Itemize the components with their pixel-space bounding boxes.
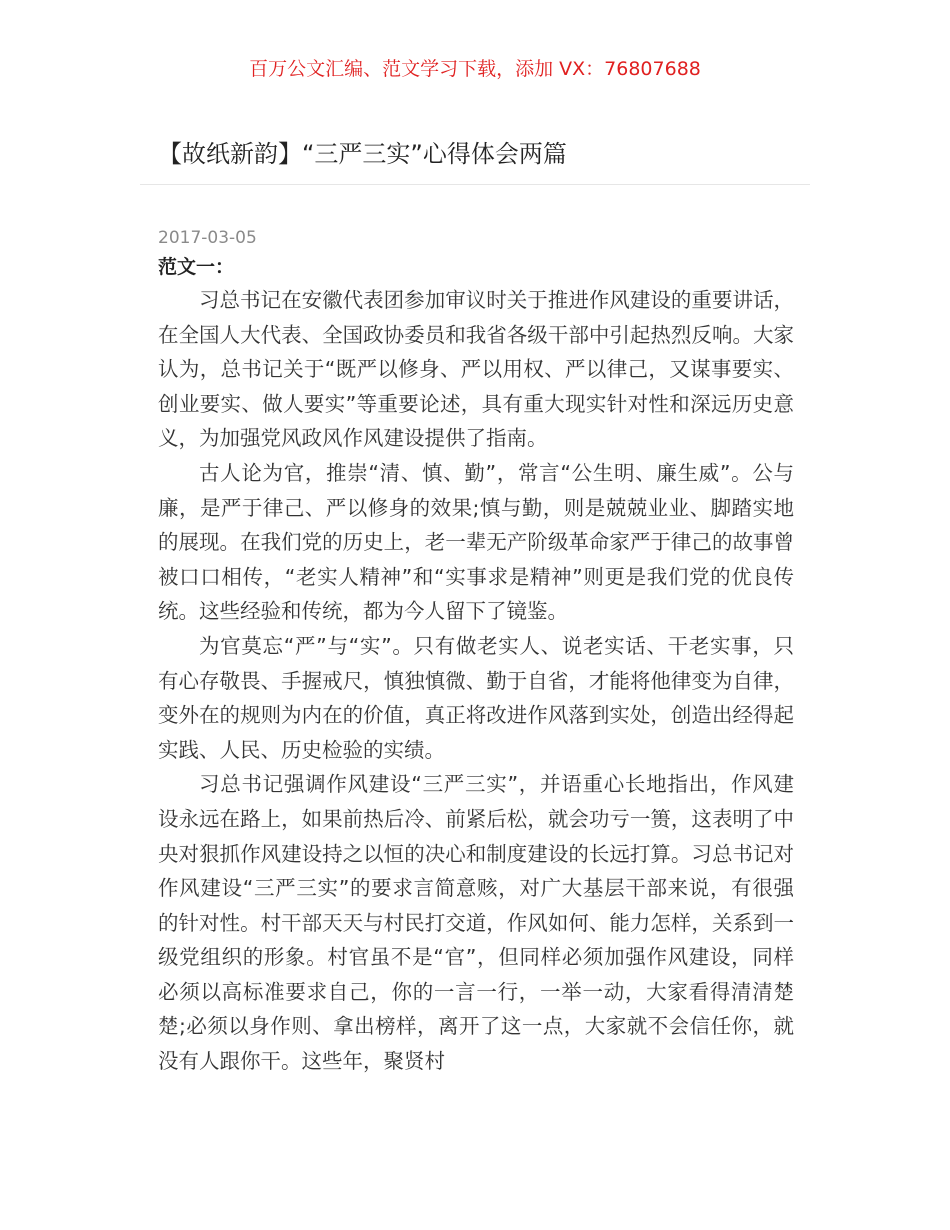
title-divider: [140, 184, 810, 185]
paragraph: 习总书记在安徽代表团参加审议时关于推进作风建设的重要讲话，在全国人大代表、全国政协委员和我省各级干部中引起热烈反响。大家认为，总书记关于“既严以修身、严以用权、严以律己，又谋事要实、创业要实、做人要实”等重要论述，具有重大现实针对性和深远历史意义，为加强党风政风作风建设提供了指南。: [158, 288, 794, 451]
paragraph: 古人论为官，推崇“清、慎、勤”，常言“公生明、廉生威”。公与廉，是严于律己、严以修身的效果;慎与勤，则是兢兢业业、脚踏实地的展现。在我们党的历史上，老一辈无产阶级革命家严于律己的故事曾被口口相传，“老实人精神”和“实事求是精神”则更是我们党的优良传统。这些经验和传统，都为今人留下了镜鉴。: [158, 460, 794, 624]
article-body: [158, 251, 794, 1079]
promo-banner: 百万公文汇编、范文学习下载，添加 VX：76807688: [249, 58, 701, 80]
section-heading: 范文一：: [158, 256, 235, 278]
paragraph: 为官莫忘“严”与“实”。只有做老实人、说老实话、干老实事，只有心存敬畏、手握戒尺，慎独慎微、勤于自省，才能将他律变为自律，变外在的规则为内在的价值，真正将改进作风落到实处，创造出经得起实践、人民、历史检验的实绩。: [158, 633, 794, 762]
paragraph: 习总书记强调作风建设“三严三实”，并语重心长地指出，作风建设永远在路上，如果前热后冷、前紧后松，就会功亏一篑，这表明了中央对狠抓作风建设持之以恒的决心和制度建设的长远打算。习总书记对作风建设“三严三实”的要求言简意赅，对广大基层干部来说，有很强的针对性。村干部天天与村民打交道，作风如何、能力怎样，关系到一级党组织的形象。村官虽不是“官”，但同样必须加强作风建设，同样必须以高标准要求自己，你的一言一行，一举一动，大家看得清清楚楚;必须以身作则、拿出榜样，离开了这一点，大家就不会信任你，就没有人跟你干。这些年，聚贤村: [158, 772, 794, 1074]
publish-date: 2017-03-05: [158, 228, 257, 248]
article-title: 【故纸新韵】“三严三实”心得体会两篇: [158, 140, 567, 168]
